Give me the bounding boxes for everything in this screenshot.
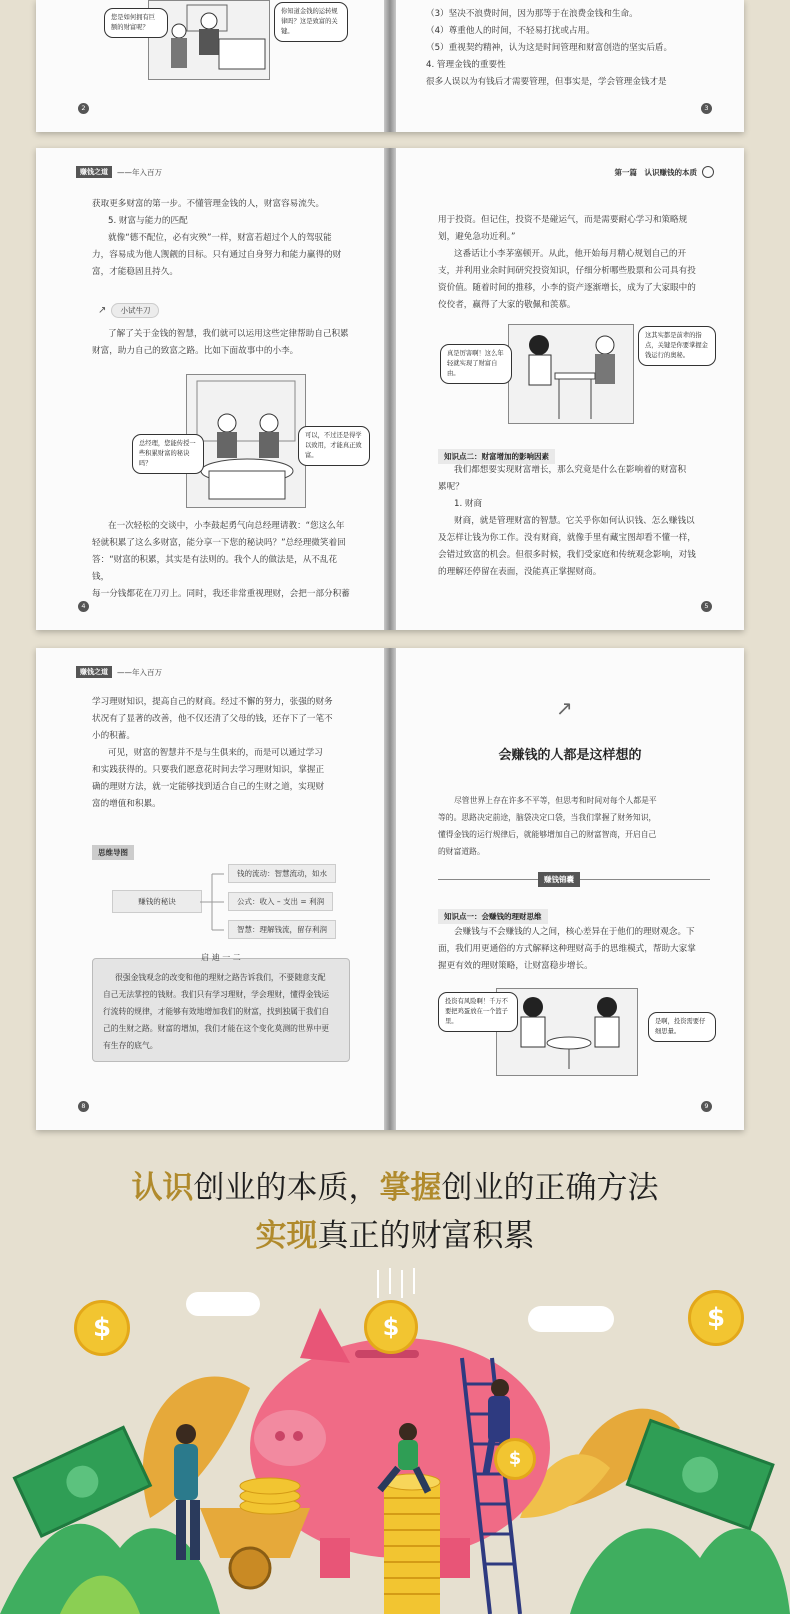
- book-spread-3: [36, 648, 744, 1130]
- text-line: 我们都想要实现财富增长，那么究竟是什么在影响着的财富积: [454, 465, 687, 475]
- dollar-coin-icon: $: [494, 1438, 536, 1480]
- page-number-right: 3: [701, 103, 712, 114]
- page-number-right: 9: [701, 1101, 712, 1112]
- meeting-scene-sketch: [187, 375, 305, 507]
- page-number-left: 4: [78, 601, 89, 612]
- wheelbarrow: [200, 1508, 310, 1588]
- text-line: 会赚钱与不会赚钱的人之间，核心差异在于他们的理财观念。下: [454, 927, 695, 937]
- text-line: 财商，就是管理财富的智慧。它关乎你如何认识钱、怎么赚钱以: [454, 516, 695, 526]
- section-banner-label: 赚钱锦囊: [538, 872, 580, 887]
- text-line: 状况有了显著的改善，他不仅还清了父母的钱，还存下了一笔不: [92, 714, 333, 724]
- speech-bubble-right: 是啊，投资需要仔细思量。: [648, 1012, 716, 1042]
- text-line: 自己无法掌控的钱财。我们只有学习理财，学会理财，懂得金钱运: [103, 990, 330, 999]
- running-header: [615, 166, 715, 178]
- text-line: 握更有效的理财策略，让财富稳步增长。: [438, 961, 593, 971]
- book-gutter: [384, 0, 396, 132]
- knowledge-point-1: [438, 904, 548, 924]
- text-line: 富的增值和积累。: [92, 799, 161, 809]
- text-line: 轻就积累了这么多财富，能分享一下您的秘诀吗？”总经理微笑着回: [92, 538, 346, 548]
- meeting-illustration: [186, 374, 306, 508]
- pig-snout: [254, 1410, 326, 1466]
- chapter-title: 会赚钱的人都是这样想的: [498, 748, 642, 763]
- speech-bubble-question: 总经理，您能传授一些积累财富的秘诀吗？: [132, 434, 204, 474]
- running-header: [76, 666, 162, 678]
- text-line: 行流转的规律，才能够有效地增加我们的财富，找到独属于我们自: [103, 1007, 330, 1016]
- headline-text: 真正的财富积累: [317, 1218, 535, 1254]
- money-note-right: [627, 1420, 772, 1528]
- text-line: 资价值。随着时间的推移，小李的资产逐渐增长，成为了大家眼中的: [438, 283, 696, 293]
- mindmap: [112, 862, 352, 942]
- text-line: 富，才能稳固且持久。: [92, 267, 178, 277]
- dining-scene-sketch: [509, 325, 633, 423]
- headline-highlight: 实现: [255, 1218, 318, 1254]
- text-line: 的理解还停留在表面，没能真正掌握财商。: [438, 567, 602, 577]
- header-subtitle: ——年入百万: [117, 667, 162, 677]
- coin-drop-lines: [378, 1268, 414, 1298]
- text-line: 获取更多财富的第一步。不懂管理金钱的人，财富容易流失。: [92, 199, 325, 209]
- page-number-right: 5: [701, 601, 712, 612]
- dining-illustration: [508, 324, 634, 424]
- text-line: 很多人误以为有钱后才需要管理，但事实是，学会管理金钱才是: [426, 77, 667, 87]
- text-line: 和实践获得的。只要我们愿意花时间去学习理财知识，掌握正: [92, 765, 325, 775]
- section-heading: 5. 财富与能力的匹配: [108, 216, 188, 226]
- text-line: 了解了关于金钱的智慧，我们就可以运用这些定律帮助自己积累: [108, 329, 349, 339]
- section-tag-label: 小试牛刀: [111, 303, 159, 318]
- mindmap-center: 赚钱的秘诀: [112, 890, 202, 913]
- text-line: 用于投资。但记住，投资不是碰运气，而是需要耐心学习和策略规: [438, 215, 688, 225]
- dollar-coin-icon: $: [364, 1300, 418, 1354]
- headline-highlight: 掌握: [379, 1170, 442, 1206]
- trend-icon: ↗: [98, 305, 107, 316]
- text-line: 可见，财富的智慧并不是与生俱来的，而是可以通过学习: [108, 748, 323, 758]
- speech-bubble-answer: 可以，不过还是得学以致用，才能真正致富。: [298, 426, 370, 466]
- insight-title: 启 迪 一 二: [201, 953, 241, 962]
- text-line: 等的。思路决定前途，脑袋决定口袋，当我们掌握了财务知识，: [438, 813, 657, 822]
- mindmap-tag: [92, 840, 134, 860]
- knowledge-tag: 知识点二：财富增加的影响因素: [438, 449, 555, 464]
- mindmap-branch: 公式：收入 – 支出 = 利润: [228, 892, 333, 911]
- text-line: 小的积蓄。: [92, 731, 135, 741]
- page-5: [396, 148, 744, 630]
- text-line: （3）坚决不浪费时间，因为那等于在浪费金钱和生命。: [426, 9, 638, 19]
- text-line: 很强金钱观念的改变和他的理财之路告诉我们，不要随意支配: [115, 973, 326, 982]
- speech-bubble-answer: 这其实都是前辈的指点，关键是你要掌握金钱运行的奥秘。: [638, 326, 716, 366]
- speech-bubble-answer: 你知道金钱的运转规律吗？这是致富的关键。: [274, 2, 348, 42]
- text-line: 学习理财知识，提高自己的财商。经过不懈的努力，张强的财务: [92, 697, 333, 707]
- text-line: 财富，助力自己的致富之路。比如下面故事中的小李。: [92, 346, 299, 356]
- headline-text: 创业的本质，: [193, 1170, 380, 1206]
- page-3: [396, 0, 744, 132]
- text-line: 面，我们用更通俗的方式解释这种理财高手的思维模式，帮助大家掌: [438, 944, 696, 954]
- header-label: 赚钱之道: [76, 666, 112, 678]
- book-spread-1: [36, 0, 744, 132]
- text-line: 有生存的底气。: [103, 1041, 158, 1050]
- text-line: 会错过致富的机会。但很多时候，我们受家庭和传统观念影响，对钱: [438, 550, 696, 560]
- text-line: 这番话让小李茅塞顿开。从此，他开始每月精心规划自己的开: [454, 249, 687, 259]
- headline-text: 创业的正确方法: [441, 1170, 659, 1206]
- knowledge-tag: 知识点一：会赚钱的理财思维: [438, 909, 548, 924]
- coin-stack-center: [384, 1474, 440, 1614]
- text-line: 就像“德不配位，必有灾殃”一样，财富若超过个人的驾驭能: [108, 233, 332, 243]
- header-subtitle: ——年入百万: [117, 167, 162, 177]
- growth-chart-icon: ↗: [556, 696, 573, 720]
- section-heading: 1. 财商: [454, 499, 483, 509]
- text-line: 懂得金钱的运行规律后，就能够增加自己的财富智商，开启自己: [438, 830, 657, 839]
- section-tag-small-test: [98, 298, 159, 317]
- book-gutter: [384, 148, 396, 630]
- text-line: 的财富道路。: [438, 847, 485, 856]
- knowledge-point-2: [438, 444, 555, 464]
- page-number-left: 2: [78, 103, 89, 114]
- book-spread-2: [36, 148, 744, 630]
- page-2: [36, 0, 384, 132]
- text-line: 支，并利用业余时间研究投资知识，仔细分析哪些股票和公司具有投: [438, 266, 696, 276]
- mindmap-tag-label: 思维导图: [92, 845, 134, 860]
- grass-right: [570, 1528, 790, 1614]
- money-note-left: [14, 1427, 150, 1536]
- speech-bubble-left: 投资有风险啊！千万不要把鸡蛋放在一个篮子里。: [438, 992, 518, 1032]
- pig-ear: [300, 1308, 350, 1363]
- text-line: 确的理财方法，就一定能够找到适合自己的生财之道，实现财: [92, 782, 325, 792]
- conversation-scene-sketch: [497, 989, 637, 1075]
- headline-line-2: [0, 1210, 790, 1255]
- page-8: [36, 648, 384, 1130]
- alarm-clock-icon: [702, 166, 714, 178]
- text-line: 己的生财之路。财富的增加，我们才能在这个变化莫测的世界中更: [103, 1024, 330, 1033]
- text-line: 尽管世界上存在许多不平等，但思考和时间对每个人都是平: [454, 796, 657, 805]
- headline-line-1: [0, 1162, 790, 1207]
- header-chapter: 第一篇 认识赚钱的本质: [614, 167, 697, 177]
- text-line: 及怎样让钱为你工作。没有财商，就像手里有藏宝图却看不懂一样，: [438, 533, 696, 543]
- text-line: （5）重视契约精神，认为这是时间管理和财富创造的坚实后盾。: [426, 43, 673, 53]
- header-label: 赚钱之道: [76, 166, 112, 178]
- page-9: [396, 648, 744, 1130]
- dollar-coin-icon: $: [74, 1300, 130, 1356]
- section-heading: 4. 管理金钱的重要性: [426, 60, 506, 70]
- text-line: 划，避免急功近利。”: [438, 232, 516, 242]
- speech-bubble-question: 真是厉害啊！这么年轻就实现了财富自由。: [440, 344, 512, 384]
- text-line: 答：“财富的积累，其实是有法则的。我个人的做法是，从不乱花钱，: [92, 555, 338, 582]
- text-line: 力，容易成为他人觊觎的目标。只有通过自身努力和能力赢得的财: [92, 250, 342, 260]
- page-4: [36, 148, 384, 630]
- headline-highlight: 认识: [131, 1170, 194, 1206]
- coin-stack-cart: [240, 1478, 300, 1514]
- text-line: 每一分钱都花在刀刃上。同时，我还非常重视理财，会把一部分积蓄: [92, 589, 350, 599]
- section-banner: [438, 874, 710, 884]
- finance-illustration: [0, 1268, 790, 1614]
- mindmap-branch: 钱的流动：智慧流动，如水: [228, 864, 336, 883]
- dollar-coin-icon: $: [688, 1290, 744, 1346]
- text-line: （4）尊重他人的时间，不轻易打扰或占用。: [426, 26, 595, 36]
- insight-box: [92, 953, 350, 1062]
- mindmap-branch: 智慧：理解钱流，留存利润: [228, 920, 336, 939]
- text-line: 佼佼者，赢得了大家的敬佩和羡慕。: [438, 300, 576, 310]
- text-line: 累呢？: [438, 482, 464, 492]
- speech-bubble-question: 您是如何拥有巨额的财富呢？: [104, 8, 168, 38]
- running-header: [76, 166, 162, 178]
- page-number-left: 8: [78, 1101, 89, 1112]
- text-line: 在一次轻松的交谈中，小李鼓起勇气向总经理请教：“您这么年: [108, 521, 345, 531]
- book-gutter: [384, 648, 396, 1130]
